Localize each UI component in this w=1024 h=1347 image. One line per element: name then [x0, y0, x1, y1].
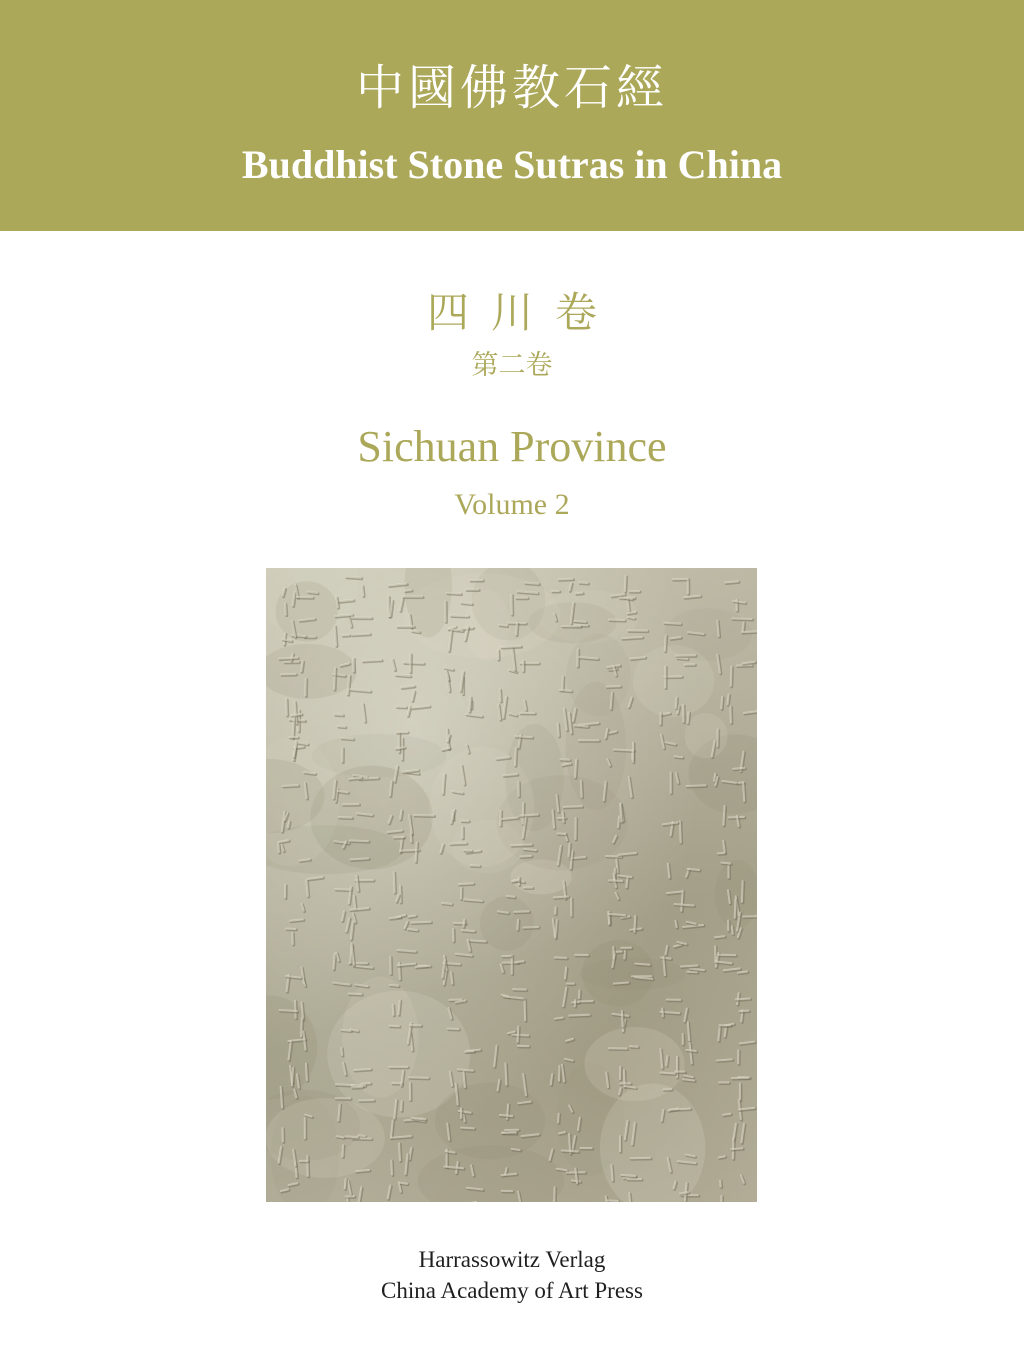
volume-region-chinese: 四川卷 — [426, 288, 619, 337]
volume-number-english: Volume 2 — [454, 488, 570, 521]
volume-region-english: Sichuan Province — [357, 422, 667, 471]
series-title-english: Buddhist Stone Sutras in China — [241, 142, 783, 187]
publisher-name: China Academy of Art Press — [381, 1278, 643, 1303]
publisher-name: Harrassowitz Verlag — [418, 1247, 606, 1272]
series-title-chinese: 中國佛教石經 — [355, 60, 668, 116]
stone-sutra-photo — [266, 568, 757, 1202]
series-banner — [0, 0, 1024, 231]
stone-inscription-texture — [266, 568, 757, 1202]
volume-number-chinese: 第二卷 — [471, 350, 553, 381]
